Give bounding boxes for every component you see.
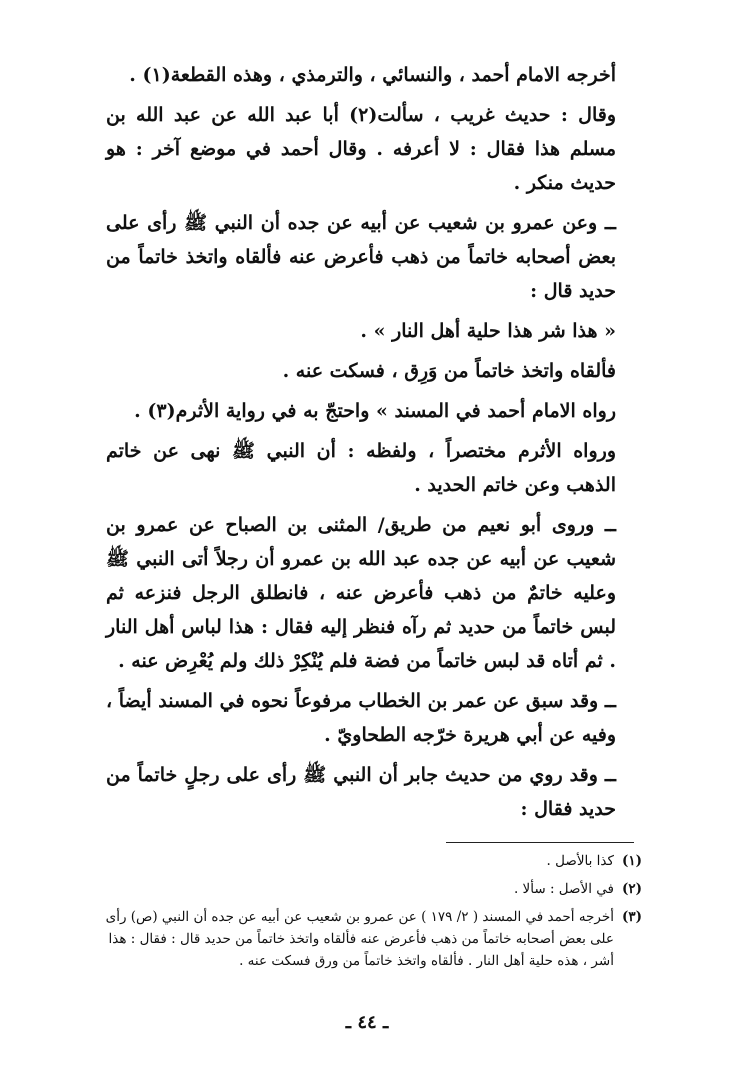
main-text xyxy=(106,58,616,832)
paragraph-text: فألقاه واتخذ خاتماً من وَرِق ، فسكت عنه . xyxy=(282,360,616,382)
paragraph-text: ورواه الأثرم مختصراً ، ولفظه : أن النبي ﷺ نهى عن خاتم الذهب وعن خاتم الحديد . xyxy=(106,440,616,496)
paragraph-text: وقال : حديث غريب ، سألت(٢) أبا عبد الله عن عبد الله بن مسلم هذا فقال : لا أعرفه . وقال أحمد في موضع آخر : هو حديث منكر . xyxy=(106,104,616,194)
page-number: ـ ٤٤ ـ xyxy=(345,1012,389,1033)
paragraph-text: ــ وروى أبو نعيم من طريق/ المثنى بن الصباح عن عمرو بن شعيب عن أبيه عن جده عبد الله بن عمرو أن رجلاً أتى النبي ﷺ وعليه خاتمٌ من ذهب فأعرض عنه ، فانطلق الرجل فنزعه ثم لبس خاتماً من حديد ثم رآه فنظر إليه فقال : هذا لباس أهل النار . ثم أتاه قد لبس خاتماً من فضة فلم يُنْكِرْ ذلك ولم يُعْرِض عنه . xyxy=(106,514,616,672)
paragraph xyxy=(106,394,616,428)
footnote-text: كذا بالأصل . xyxy=(546,853,614,869)
paragraph xyxy=(106,314,616,348)
footnote-number: (٣) xyxy=(621,909,642,925)
footnote-text: في الأصل : سألا . xyxy=(513,881,614,897)
footnote-number: (٢) xyxy=(621,881,642,897)
footnote xyxy=(92,906,642,972)
paragraph xyxy=(106,684,616,752)
paragraph-text: « هذا شر هذا حلية أهل النار » . xyxy=(360,320,616,342)
footnotes xyxy=(92,850,642,978)
footnote xyxy=(92,850,642,872)
paragraph xyxy=(106,758,616,826)
paragraph-text: ــ وقد سبق عن عمر بن الخطاب مرفوعاً نحوه في المسند أيضاً ، وفيه عن أبي هريرة خرّجه الطحاويّ . xyxy=(106,690,616,746)
paragraph-text: ــ وعن عمرو بن شعيب عن أبيه عن جده أن النبي ﷺ رأى على بعض أصحابه خاتماً من ذهب فأعرض عنه فألقاه واتخذ خاتماً من حديد قال : xyxy=(106,212,616,302)
paragraph xyxy=(106,354,616,388)
paragraph xyxy=(106,98,616,200)
footnote-text: أخرجه أحمد في المسند ( ٢/ ١٧٩ ) عن عمرو بن شعيب عن أبيه عن جده أن النبي (ص) رأى على بعض أصحابه خاتماً من ذهب فأعرض عنه فألقاه واتخذ خاتماً من حديد قال : فقال : هذا أشر ، هذه حلية أهل النار . فألقاه واتخذ خاتماً من ورق فسكت عنه . xyxy=(105,909,614,969)
paragraph-text: ــ وقد روي من حديث جابر أن النبي ﷺ رأى على رجلٍ خاتماً من حديد فقال : xyxy=(106,764,616,820)
paragraph xyxy=(106,206,616,308)
footnote-divider xyxy=(446,842,634,843)
paragraph-text: رواه الامام أحمد في المسند » واحتجّ به في رواية الأثرم(٣) . xyxy=(134,400,616,422)
footnote xyxy=(92,878,642,900)
footnote-number: (١) xyxy=(621,853,642,869)
paragraph xyxy=(106,58,616,92)
paragraph xyxy=(106,508,616,678)
paragraph xyxy=(106,434,616,502)
paragraph-text: أخرجه الامام أحمد ، والنسائي ، والترمذي ، وهذه القطعة(١) . xyxy=(129,64,616,86)
